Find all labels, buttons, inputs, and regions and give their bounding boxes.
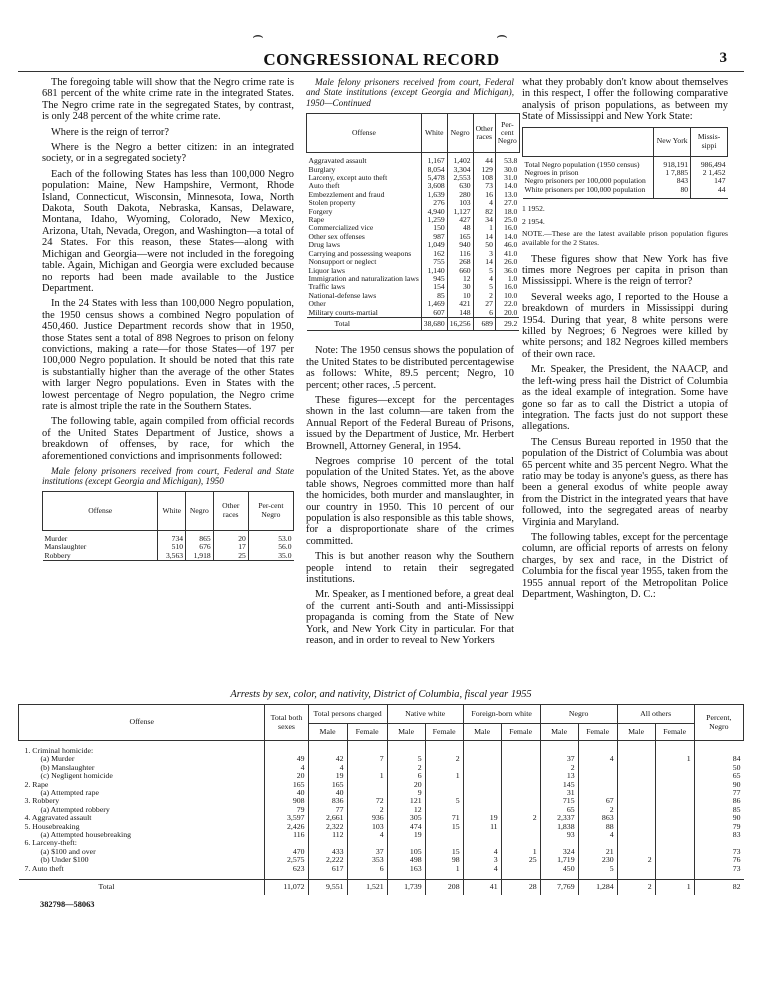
table-header: Female [347, 724, 387, 741]
table-header: Per-cent Negro [495, 114, 519, 153]
table-row: (a) Attempted robbery 79 77 2 12 65 2 85 [19, 806, 744, 814]
table-row: Military courts-martial 607 148 6 20.0 [308, 307, 518, 317]
table-header: Male [463, 724, 501, 741]
paragraph: The following tables, except for the percentage column, are official reports of arrests on felony charges, by sex and race, in the District of Columbia for the fiscal year 1955, taken from the 1955 annual report of the Metropolitan Police Department, Washington, D. C.: [522, 531, 728, 600]
table-header: Male [540, 724, 578, 741]
table-row: Traffic laws 154 30 5 16.0 [308, 282, 518, 292]
table-header: Other races [473, 114, 495, 153]
paragraph: The foregoing table will show that the Negro crime rate is 681 percent of the white crime rate in the integrated States. The Negro crime rate in the segregated States, by contrast, is only 248 percent of the white crime rate. [42, 77, 294, 123]
table-row: Negro prisoners per 100,000 population 843 147 [524, 176, 726, 186]
paragraph: The Census Bureau reported in 1950 that the population of the District of Columbia was about 65 percent white and 35 percent Negro. What the ratio may be today is anyone's guess, as there has been a general exodus of white people away from the District in the integrated years that have followed, into the segregated areas of nearby Virginia and Maryland. [522, 436, 728, 528]
table-row: Forgery 4,940 1,127 82 18.0 [308, 206, 518, 216]
table-row: Auto theft 3,608 630 73 14.0 [308, 181, 518, 191]
table-row: Burglary 8,054 3,304 129 30.0 [308, 164, 518, 174]
table-header: Native white [387, 705, 463, 724]
table-row: 3. Robbery 908 836 72 121 5 715 67 86 [19, 797, 744, 805]
table-total-row: Total 11,072 9,551 1,521 1,739 208 41 28 7,769 1,284 2 1 82 [19, 880, 744, 895]
ny-mississippi-table [522, 127, 728, 200]
table-header: Negro [186, 491, 214, 530]
table-row: 5. Housebreaking 2,426 2,322 103 474 15 11 1,838 88 79 [19, 823, 744, 831]
table-row: (b) Manslaughter 4 4 2 2 50 [19, 764, 744, 772]
table-header: White [158, 491, 186, 530]
felony-table-part-1 [42, 491, 294, 561]
table-header: Other races [213, 491, 248, 530]
table-header: Offense [43, 491, 158, 530]
table-row: (a) $100 and over 470 433 37 105 15 4 1 324 21 73 [19, 848, 744, 856]
table-note: NOTE.—These are the latest available prison population figures available for the 2 States. [522, 229, 728, 248]
table-row: Murder 734 865 20 53.0 [43, 530, 294, 543]
table-header: New York [654, 127, 691, 156]
paragraph: Mr. Speaker, as I mentioned before, a great deal of the current anti-South and anti-Mississippi propaganda is coming from the State of New York, and New York City in particular. For that reason, and in order to reveal to New Yorkers [306, 589, 514, 647]
table-row: (b) Under $100 2,575 2,222 353 498 98 3 25 1,719 230 2 76 [19, 856, 744, 864]
table-row: Carrying and possessing weapons 162 116 3 41.0 [308, 248, 518, 258]
table-header: Female [655, 724, 694, 741]
table-row: Stolen property 276 103 4 27.0 [308, 198, 518, 208]
table-row: Liquor laws 1,140 660 5 36.0 [308, 265, 518, 275]
paragraph: Several weeks ago, I reported to the House a breakdown of murders in Mississippi during 1954. During that year, 8 white persons were killed by Negroes; 6 Negroes were killed by white persons; and 182 Negroes killed members of their own race. [522, 291, 728, 360]
column-2 [306, 77, 518, 651]
table-row: Rape 1,259 427 34 25.0 [308, 215, 518, 225]
paragraph: In the 24 States with less than 100,000 Negro population, the 1950 census shows a combined Negro population of 450,460. Justice Department records show that in 1950, those States sent a total of 898 Negroes to prison on felony convictions, making a rate—for those States—of 197 per 100,000 Negro population. It should be noted that this rate is substantially higher than the average of the other States with larger Negro populations. Even in States with the lowest percentage of Negro population, the Negro crime rate is almost triple the rate in the Southern States. [42, 298, 294, 412]
paragraph: Where is the reign of terror? [51, 126, 169, 138]
table-caption: Male felony prisoners received from court, Federal and State institutions (except Georgia and Michigan), 1950 [42, 466, 294, 487]
table-row: Other 1,469 421 27 22.0 [308, 299, 518, 309]
table-header: Female [425, 724, 463, 741]
ornament-right-icon: ⌢ [496, 25, 508, 45]
table-row: White prisoners per 100,000 population 80 44 [523, 186, 728, 199]
table-header: Per-cent Negro [248, 491, 293, 530]
table-row: (a) Attempted rape 40 40 9 31 77 [19, 789, 744, 797]
page-number: 3 [719, 50, 727, 66]
felony-table-part-2 [306, 113, 520, 331]
paragraph: Negroes comprise 10 percent of the total population of the United States. Yet, as the above table shows, Negroes committed more than half the homicides, both murder and manslaughter, in our country in 1950. This 10 percent of our population is also responsible as this table shows, for a disproportionate share of the crimes committed. [306, 456, 514, 547]
table-row: (a) Attempted housebreaking 116 112 4 19 93 4 83 [19, 831, 744, 839]
table-row: National-defense laws 85 10 2 10.0 [308, 290, 518, 300]
table-header: Negro [540, 705, 617, 724]
table-row: Manslaughter 510 676 17 56.0 [44, 542, 292, 552]
masthead [0, 26, 763, 72]
table-row: Total Negro population (1950 census) 918,191 986,494 [523, 156, 728, 169]
paragraph: Note: The 1950 census shows the population of the United States to be distributed percentagewise as follows: White, 89.5 percent; Negro, 10 percent; other races, .5 percent. [306, 345, 514, 391]
table-header: Male [308, 724, 347, 741]
table-header: Total both sexes [265, 705, 308, 741]
table-row: Robbery 3,563 1,918 25 35.0 [44, 550, 292, 560]
table-row: 6. Larceny-theft: [19, 839, 744, 847]
table-caption: Male felony prisoners received from court, Federal and State institutions (except Georgia and Michigan), 1950—Continued [306, 77, 514, 108]
table-header: Percent, Negro [694, 705, 743, 741]
table-row: Drug laws 1,049 940 50 46.0 [308, 240, 518, 250]
table-row: 7. Auto theft 623 617 6 163 1 4 450 5 73 [19, 865, 744, 880]
paragraph: The following table, again compiled from official records of the United States Department of Justice, shows a breakdown of offenses, by race, for which the aforementioned convictions and imprisonments followed: [42, 416, 294, 462]
table-row: 2. Rape 165 165 20 145 90 [19, 781, 744, 789]
table-row: (a) Murder 49 42 7 5 2 37 4 1 84 [19, 755, 744, 763]
footnote: 2 1954. [522, 216, 545, 226]
table-row: Larceny, except auto theft 5,478 2,553 108 31.0 [308, 173, 518, 183]
table-header: Foreign-born white [463, 705, 540, 724]
table-row: 1. Criminal homicide: [19, 741, 744, 756]
table-header: Negro [447, 114, 473, 153]
table-total-row: Total 38,680 16,256 689 29.2 [307, 317, 520, 330]
table-header: All others [617, 705, 694, 724]
table-header [523, 127, 654, 156]
footnote: 1 1952. [522, 204, 545, 214]
column-1 [42, 77, 294, 561]
header-rule [18, 71, 744, 72]
table-header: Female [578, 724, 617, 741]
arrests-table [18, 704, 744, 895]
paragraph: what they probably don't know about themselves in this respect, I offer the following comparative analysis of prison populations, as between my State of Mississippi and New York State: [522, 77, 728, 123]
table-header: Missis-sippi [691, 127, 728, 156]
paragraph: Mr. Speaker, the President, the NAACP, and the left-wing press hail the District of Columbia as the ideal example of integration. Some have gone so far as to call the District a utopia of integration. The facts just do not support these allegations. [522, 364, 728, 433]
column-3 [522, 77, 728, 604]
page-title: CONGRESSIONAL RECORD [263, 50, 500, 69]
arrests-table-wrapper [18, 704, 744, 895]
table-header: Male [617, 724, 655, 741]
table-row: Commercialized vice 150 48 1 16.0 [308, 223, 518, 233]
table-row: Immigration and naturalization laws 945 12 4 1.0 [308, 273, 518, 283]
table-header: Total persons charged [308, 705, 387, 724]
paragraph: Each of the following States has less than 100,000 Negro population: Maine, New Hampshire, Vermont, Rhode Island, Connecticut, Wisconsin, Minnesota, Iowa, North Dakota, South Dakota, Nebraska, Kansas, Delaware, Montana, Idaho, Wyoming, Colorado, New Mexico, Arizona, Utah, Nevada, Oregon, and Washington—a total of 24 States. For this reason, these States—along with Michigan and Georgia—were not included in the foregoing table. Again, Michigan and Georgia were excluded because no reports had been made available to the Justice Department. [42, 168, 294, 294]
table-header: White [421, 114, 447, 153]
ornament-left-icon: ⌢ [252, 25, 264, 45]
table-row: Other sex offenses 987 165 14 14.0 [308, 231, 518, 241]
table-header: Offense [307, 114, 422, 153]
paragraph: These figures show that New York has five times more Negroes per capita in prison than Mississippi. Where is the reign of terror? [522, 253, 728, 288]
print-code: 382798—58063 [40, 900, 95, 909]
table-row: Nonsupport or neglect 755 268 14 26.0 [308, 257, 518, 267]
arrests-table-title: Arrests by sex, color, and nativity, District of Columbia, fiscal year 1955 [230, 689, 532, 700]
table-row: Embezzlement and fraud 1,639 280 16 13.0 [308, 189, 518, 199]
table-header: Offense [19, 705, 265, 741]
paragraph: These figures—except for the percentages shown in the last column—are taken from the Annual Report of the Federal Bureau of Prisons, issued by the Department of Justice, Mr. Herbert Brownell, Attorney General, in 1954. [306, 394, 514, 452]
table-row: Aggravated assault 1,167 1,402 44 53.8 [307, 153, 520, 166]
table-row: 4. Aggravated assault 3,597 2,661 936 305 71 19 2 2,337 863 90 [19, 814, 744, 822]
table-header: Male [387, 724, 425, 741]
paragraph: This is but another reason why the Southern people intend to retain their segregated institutions. [306, 551, 514, 586]
table-row: (c) Negligent homicide 20 19 1 6 1 13 65 [19, 772, 744, 780]
paragraph: Where is the Negro a better citizen: in an integrated society, or in a segregated society? [42, 142, 294, 165]
table-header: Female [501, 724, 540, 741]
table-row: Negroes in prison 1 7,885 2 1,452 [524, 168, 726, 178]
